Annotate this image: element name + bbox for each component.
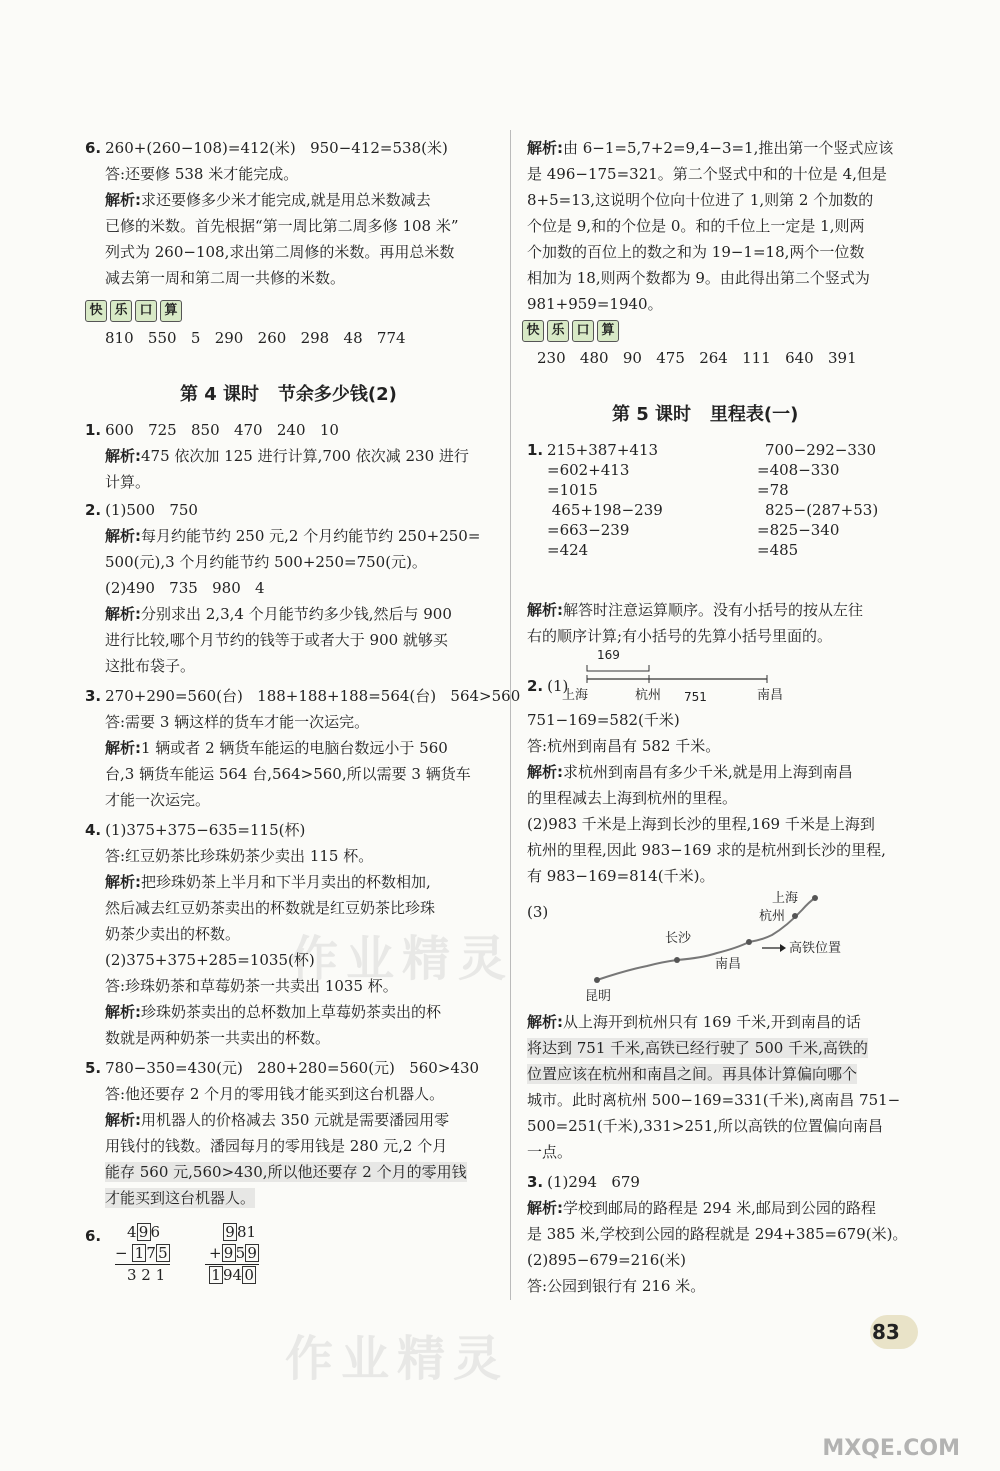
digit: 1 bbox=[246, 1223, 257, 1241]
digit: 4 bbox=[232, 1266, 243, 1284]
kuaile-kousuan-badge bbox=[85, 300, 182, 322]
jiexi-line: 从上海开到杭州只有 169 千米,开到南昌的话 bbox=[563, 1013, 861, 1031]
answer: 答:需要 3 辆这样的货车才能一次运完。 bbox=[105, 713, 370, 731]
jiexi-label: 解析: bbox=[105, 1111, 141, 1129]
route-map bbox=[567, 890, 867, 1010]
digit: 7 bbox=[146, 1244, 156, 1262]
calc-step: =408−330 bbox=[757, 461, 840, 479]
jiexi-line: 数就是两种奶茶一共卖出的杯数。 bbox=[105, 1029, 331, 1047]
question-number: 4. bbox=[85, 821, 102, 839]
jiexi-line: 981+959=1940。 bbox=[527, 295, 663, 313]
badge-char: 快 bbox=[85, 300, 107, 322]
badge-char: 算 bbox=[597, 320, 619, 342]
calc-step: 465+198−239 bbox=[547, 501, 663, 519]
section-title: 第 5 课时 里程表(一) bbox=[612, 404, 799, 425]
jiexi-line: 的里程减去上海到杭州的里程。 bbox=[527, 789, 738, 807]
mileage-line-diagram bbox=[557, 645, 787, 705]
answer: 答:珍珠奶茶和草莓奶茶一共卖出 1035 杯。 bbox=[105, 977, 398, 995]
question-number: 1. bbox=[527, 441, 544, 459]
jiexi-line: 求还要修多少米才能完成,就是用总米数减去 bbox=[141, 191, 431, 209]
column-divider bbox=[510, 130, 511, 1300]
question-number: 3. bbox=[527, 1173, 544, 1191]
kuaile-kousuan-badge bbox=[522, 320, 619, 342]
calc-step: 215+387+413 bbox=[547, 441, 659, 459]
jiexi-label: 解析: bbox=[105, 873, 141, 891]
answer: 答:杭州到南昌有 582 千米。 bbox=[527, 737, 721, 755]
digit-box: 9 bbox=[223, 1223, 237, 1241]
digit-box: 0 bbox=[242, 1266, 256, 1284]
vertical-subtraction bbox=[115, 1222, 170, 1286]
digit-box: 1 bbox=[132, 1244, 146, 1262]
equation: 260+(260−108)=412(米) 950−412=538(米) bbox=[105, 139, 448, 157]
label-shanghai: 上海 bbox=[562, 688, 589, 703]
label-shanghai: 上海 bbox=[772, 891, 799, 906]
digit: 6 bbox=[150, 1223, 161, 1241]
page-number: 83 bbox=[872, 1320, 900, 1344]
part-label: (3) bbox=[527, 903, 549, 921]
label-hangzhou: 杭州 bbox=[635, 688, 662, 703]
jiexi-line: 500(元),3 个月约能节约 500+250=750(元)。 bbox=[105, 553, 427, 571]
jiexi-line: 分别求出 2,3,4 个月能节约多少钱,然后与 900 bbox=[141, 605, 452, 623]
part-2-line: 杭州的里程,因此 983−169 求的是杭州到长沙的里程, bbox=[527, 841, 886, 859]
digit-box: 1 bbox=[209, 1266, 223, 1284]
jiexi-line: 求杭州到南昌有多少千米,就是用上海到南昌 bbox=[563, 763, 853, 781]
question-number: 2. bbox=[527, 677, 544, 695]
equation: (1)375+375−635=115(杯) bbox=[105, 821, 306, 839]
part-label: (1) bbox=[547, 677, 569, 695]
watermark: 作业精灵 bbox=[290, 931, 515, 987]
digit-box: 5 bbox=[156, 1244, 170, 1262]
jiexi-line: 个加数的百位上的数之和为 19−1=18,两个一位数 bbox=[527, 243, 865, 261]
question-number: 1. bbox=[85, 421, 102, 439]
answer: 答:公园到银行有 216 米。 bbox=[527, 1277, 706, 1295]
jiexi-label: 解析: bbox=[527, 601, 563, 619]
jiexi-line: 已修的米数。首先根据“第一周比第二周多修 108 米” bbox=[105, 217, 459, 235]
jiexi-line: 然后减去红豆奶茶卖出的杯数就是红豆奶茶比珍珠 bbox=[105, 899, 436, 917]
jiexi-line: 个位是 9,和的个位是 0。和的千位上一定是 1,则两 bbox=[527, 217, 865, 235]
result: 3 2 1 bbox=[127, 1266, 166, 1284]
badge-char: 乐 bbox=[110, 300, 132, 322]
changsha-dot bbox=[674, 957, 680, 963]
jiexi-line: 城市。此时离杭州 500−169=331(千米),离南昌 751− bbox=[527, 1091, 901, 1109]
digit: 8 bbox=[237, 1223, 247, 1241]
calc-step: =424 bbox=[547, 541, 589, 559]
calc-step: =663−239 bbox=[547, 521, 630, 539]
digit: 4 bbox=[127, 1223, 137, 1241]
site-watermark: MXQE.COM bbox=[822, 1436, 960, 1461]
jiexi-line: 才能一次运完。 bbox=[105, 791, 211, 809]
calc-step: =1015 bbox=[547, 481, 598, 499]
equation: (2)375+375+285=1035(杯) bbox=[105, 951, 315, 969]
answer: 答:红豆奶茶比珍珠奶茶少卖出 115 杯。 bbox=[105, 847, 374, 865]
calc-step: =78 bbox=[757, 481, 789, 499]
jiexi-line: 相加为 18,则两个数都为 9。由此得出第二个竖式为 bbox=[527, 269, 870, 287]
jiexi-line: 台,3 辆货车能运 564 台,564>560,所以需要 3 辆货车 bbox=[105, 765, 471, 783]
jiexi-label: 解析: bbox=[105, 1003, 141, 1021]
answer-line: 600 725 850 470 240 10 bbox=[105, 421, 339, 439]
calc-step: =485 bbox=[757, 541, 799, 559]
jiexi-line: 1 辆或者 2 辆货车能运的电脑台数远小于 560 bbox=[141, 739, 448, 757]
distance-169: 169 bbox=[597, 648, 620, 662]
jiexi-line: 475 依次加 125 进行计算,700 依次减 230 进行 bbox=[141, 447, 469, 465]
jiexi-line: 将达到 751 千米,高铁已经行驶了 500 千米,高铁的 bbox=[527, 1039, 868, 1057]
calc-step: =602+413 bbox=[547, 461, 630, 479]
distance-751: 751 bbox=[684, 690, 707, 704]
jiexi-line: 进行比较,哪个月节约的钱等于或者大于 900 就够买 bbox=[105, 631, 448, 649]
answer-line: (2)490 735 980 4 bbox=[105, 579, 265, 597]
digit-box: 9 bbox=[222, 1244, 236, 1262]
jiexi-line: 解答时注意运算顺序。没有小括号的按从左往 bbox=[563, 601, 864, 619]
label-train-position: 高铁位置 bbox=[789, 941, 842, 956]
kunming-dot bbox=[594, 977, 600, 983]
jiexi-label: 解析: bbox=[527, 139, 563, 157]
answer-line: (1)500 750 bbox=[105, 501, 198, 519]
jiexi-label: 解析: bbox=[527, 763, 563, 781]
question-number: 3. bbox=[85, 687, 102, 705]
jiexi-line: 学校到邮局的路程是 294 米,邮局到公园的路程 bbox=[563, 1199, 876, 1217]
jiexi-label: 解析: bbox=[527, 1013, 563, 1031]
jiexi-line: 才能买到这台机器人。 bbox=[105, 1189, 256, 1207]
question-number: 6. bbox=[85, 139, 102, 157]
jiexi-line: 计算。 bbox=[105, 473, 151, 491]
digit-box: 9 bbox=[245, 1244, 259, 1262]
question-number: 2. bbox=[85, 501, 102, 519]
jiexi-line: 减去第一周和第二周一共修的米数。 bbox=[105, 269, 346, 287]
jiexi-line: 是 385 米,学校到公园的路程就是 294+385=679(米)。 bbox=[527, 1225, 908, 1243]
calc-step: =825−340 bbox=[757, 521, 840, 539]
jiexi-line: 每月约能节约 250 元,2 个月约能节约 250+250= bbox=[141, 527, 481, 545]
digit-box: 9 bbox=[137, 1223, 151, 1241]
jiexi-label: 解析: bbox=[105, 605, 141, 623]
equation: 270+290=560(台) 188+188+188=564(台) 564>560 bbox=[105, 687, 521, 705]
answer-line: (1)294 679 bbox=[547, 1173, 640, 1191]
operator: − bbox=[115, 1244, 128, 1262]
equation: 780−350=430(元) 280+280=560(元) 560>430 bbox=[105, 1059, 480, 1077]
jiexi-line: 这批布袋子。 bbox=[105, 657, 196, 675]
label-nanchang: 南昌 bbox=[757, 688, 784, 703]
jiexi-label: 解析: bbox=[105, 739, 141, 757]
nanchang-dot bbox=[746, 939, 752, 945]
section-title: 第 4 课时 节余多少钱(2) bbox=[180, 384, 397, 405]
jiexi-line: 一点。 bbox=[527, 1143, 573, 1161]
calc-column-a bbox=[547, 440, 663, 560]
label-hangzhou: 杭州 bbox=[759, 909, 786, 924]
badge-char: 乐 bbox=[547, 320, 569, 342]
label-changsha: 长沙 bbox=[665, 931, 692, 946]
vertical-addition bbox=[205, 1222, 259, 1286]
answer: 答:还要修 538 米才能完成。 bbox=[105, 165, 299, 183]
kousuan-values: 230 480 90 475 264 111 640 391 bbox=[537, 349, 857, 367]
hangzhou-dot bbox=[792, 913, 798, 919]
equation: (2)895−679=216(米) bbox=[527, 1251, 686, 1269]
calc-column-b bbox=[757, 440, 878, 560]
question-number: 5. bbox=[85, 1059, 102, 1077]
jiexi-label: 解析: bbox=[105, 191, 141, 209]
badge-char: 口 bbox=[135, 300, 157, 322]
badge-char: 口 bbox=[572, 320, 594, 342]
jiexi-line: 能存 560 元,560>430,所以他还要存 2 个月的零用钱 bbox=[105, 1163, 467, 1181]
equation: 751−169=582(千米) bbox=[527, 711, 680, 729]
badge-char: 算 bbox=[160, 300, 182, 322]
badge-char: 快 bbox=[522, 320, 544, 342]
jiexi-line: 把珍珠奶茶上半月和下半月卖出的杯数相加, bbox=[141, 873, 431, 891]
jiexi-line: 珍珠奶茶卖出的总杯数加上草莓奶茶卖出的杯 bbox=[141, 1003, 442, 1021]
calc-step: 825−(287+53) bbox=[765, 501, 879, 519]
digit: 5 bbox=[235, 1244, 246, 1262]
answer: 答:他还要存 2 个月的零用钱才能买到这台机器人。 bbox=[105, 1085, 445, 1103]
part-2-line: (2)983 千米是上海到长沙的里程,169 千米是上海到 bbox=[527, 815, 875, 833]
question-number: 6. bbox=[85, 1227, 102, 1245]
operator: + bbox=[209, 1244, 222, 1262]
jiexi-line: 8+5=13,这说明个位向十位进了 1,则第 2 个加数的 bbox=[527, 191, 874, 209]
part-2-line: 有 983−169=814(千米)。 bbox=[527, 867, 715, 885]
jiexi-line: 奶茶少卖出的杯数。 bbox=[105, 925, 241, 943]
digit: 9 bbox=[223, 1266, 233, 1284]
jiexi-line: 右的顺序计算;有小括号的先算小括号里面的。 bbox=[527, 627, 833, 645]
label-nanchang: 南昌 bbox=[715, 957, 742, 972]
jiexi-line: 由 6−1=5,7+2=9,4−3=1,推出第一个竖式应该 bbox=[563, 139, 894, 157]
jiexi-line: 500=251(千米),331>251,所以高铁的位置偏向南昌 bbox=[527, 1117, 883, 1135]
jiexi-label: 解析: bbox=[527, 1199, 563, 1217]
jiexi-line: 位置应该在杭州和南昌之间。再具体计算偏向哪个 bbox=[527, 1065, 858, 1083]
jiexi-label: 解析: bbox=[105, 527, 141, 545]
label-kunming: 昆明 bbox=[585, 989, 612, 1004]
jiexi-line: 是 496−175=321。第二个竖式中和的十位是 4,但是 bbox=[527, 165, 887, 183]
jiexi-line: 用钱付的钱数。潘园每月的零用钱是 280 元,2 个月 bbox=[105, 1137, 448, 1155]
watermark: 作业精灵 bbox=[285, 1331, 510, 1387]
shanghai-dot bbox=[812, 895, 818, 901]
jiexi-label: 解析: bbox=[105, 447, 141, 465]
jiexi-line: 用机器人的价格减去 350 元就是需要潘园用零 bbox=[141, 1111, 450, 1129]
kousuan-values: 810 550 5 290 260 298 48 774 bbox=[105, 329, 406, 347]
jiexi-line: 列式为 260−108,求出第二周修的米数。再用总米数 bbox=[105, 243, 455, 261]
calc-step: 700−292−330 bbox=[765, 441, 877, 459]
